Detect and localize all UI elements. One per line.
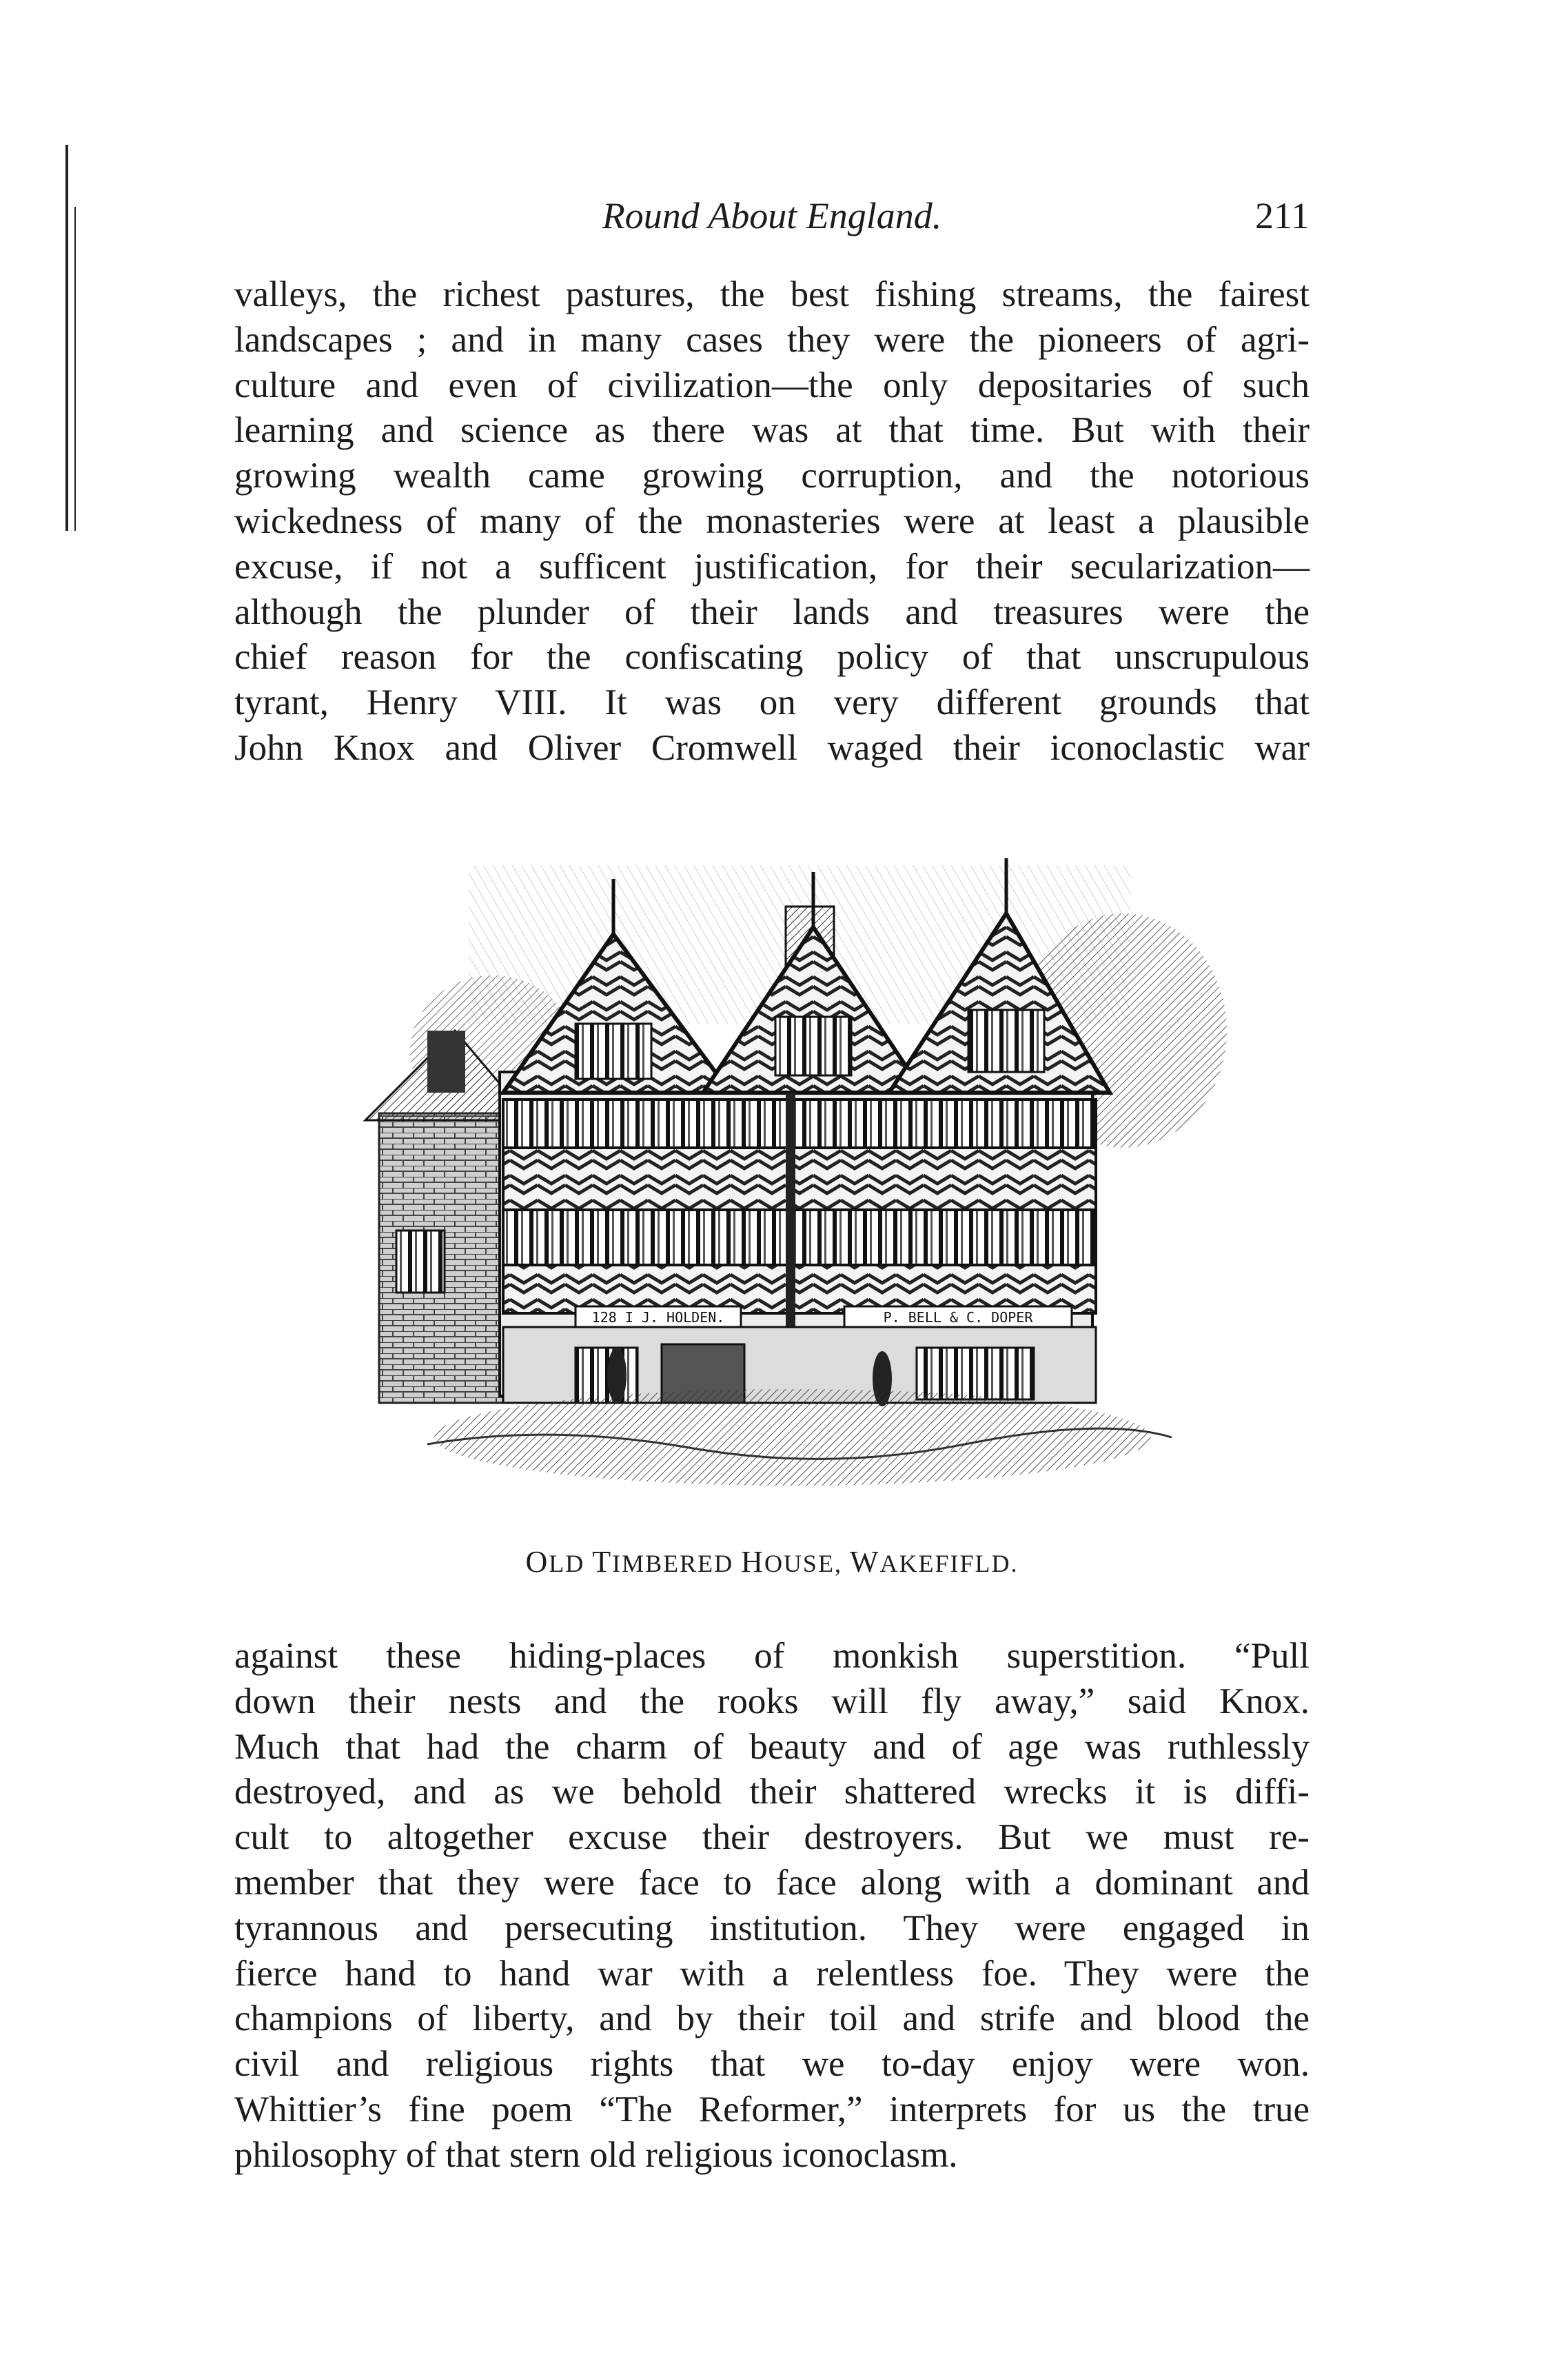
- text-line: tyrant, Henry VIII. It was on very different grounds that: [234, 682, 1310, 723]
- caption-small-caps: AKEFIFLD.: [879, 1550, 1019, 1577]
- text-line: wickedness of many of the monasteries were at least a plausible: [234, 500, 1310, 541]
- text-line: valleys, the richest pastures, the best fishing streams, the fairest: [234, 274, 1310, 314]
- caption-initial: O: [525, 1545, 549, 1579]
- text-line: civil and religious rights that we to-day enjoy were won.: [234, 2044, 1310, 2085]
- text-line: against these hiding-places of monkish superstition. “Pull: [234, 1636, 1310, 1676]
- page-number: 211: [1255, 195, 1310, 236]
- caption-small-caps: OUSE,: [764, 1550, 842, 1577]
- text-line: cult to altogether excuse their destroyers. But we must re-: [234, 1817, 1310, 1858]
- text-line: Whittier’s fine poem “The Reformer,” interprets for us the true: [234, 2089, 1310, 2129]
- caption-initial: T: [592, 1545, 613, 1579]
- text-line: growing wealth came growing corruption, and the notorious: [234, 456, 1310, 496]
- page-header: [234, 188, 1310, 250]
- paragraph-bottom: [234, 1634, 1310, 2178]
- timbered-house-engraving: [345, 824, 1241, 1513]
- figure-caption: [234, 1544, 1310, 1579]
- text-line: philosophy of that stern old religious iconoclasm.: [234, 2134, 958, 2175]
- caption-initial: H: [741, 1545, 764, 1579]
- scan-margin-line: [74, 207, 76, 531]
- engraving-image: [345, 824, 1241, 1513]
- sign-right-text: P. BELL & C. DOPER: [883, 1309, 1033, 1326]
- running-title: Round About England.: [602, 195, 942, 236]
- text-line: tyrannous and persecuting institution. They were engaged in: [234, 1907, 1310, 1948]
- text-line: fierce hand to hand war with a relentless foe. They were the: [234, 1953, 1310, 1994]
- caption-small-caps: IMBERED: [612, 1550, 734, 1577]
- sign-left-text: 128 I J. HOLDEN.: [591, 1309, 725, 1326]
- text-line: member that they were face to face along with a dominant and: [234, 1862, 1310, 1903]
- caption-initial: W: [849, 1545, 880, 1579]
- text-line: culture and even of civilization—the only depositaries of such: [234, 365, 1310, 405]
- text-line: excuse, if not a sufficent justification, for their secularization—: [234, 546, 1310, 587]
- text-line: although the plunder of their lands and treasures were the: [234, 591, 1310, 632]
- caption-small-caps: LD: [549, 1550, 585, 1577]
- text-line: destroyed, and as we behold their shattered wrecks it is diffi-: [234, 1772, 1310, 1812]
- text-line: champions of liberty, and by their toil and strife and blood the: [234, 1998, 1310, 2039]
- text-line: learning and science as there was at that time. But with their: [234, 410, 1310, 451]
- text-line: John Knox and Oliver Cromwell waged their iconoclastic war: [234, 727, 1310, 768]
- text-line: down their nests and the rooks will fly away,” said Knox.: [234, 1681, 1310, 1721]
- paragraph-top: [234, 272, 1310, 771]
- text-line: landscapes ; and in many cases they were the pioneers of agri-: [234, 319, 1310, 360]
- text-line: chief reason for the confiscating policy of that unscrupulous: [234, 637, 1310, 678]
- scan-margin-line: [65, 145, 68, 531]
- text-line: Much that had the charm of beauty and of age was ruthlessly: [234, 1726, 1310, 1767]
